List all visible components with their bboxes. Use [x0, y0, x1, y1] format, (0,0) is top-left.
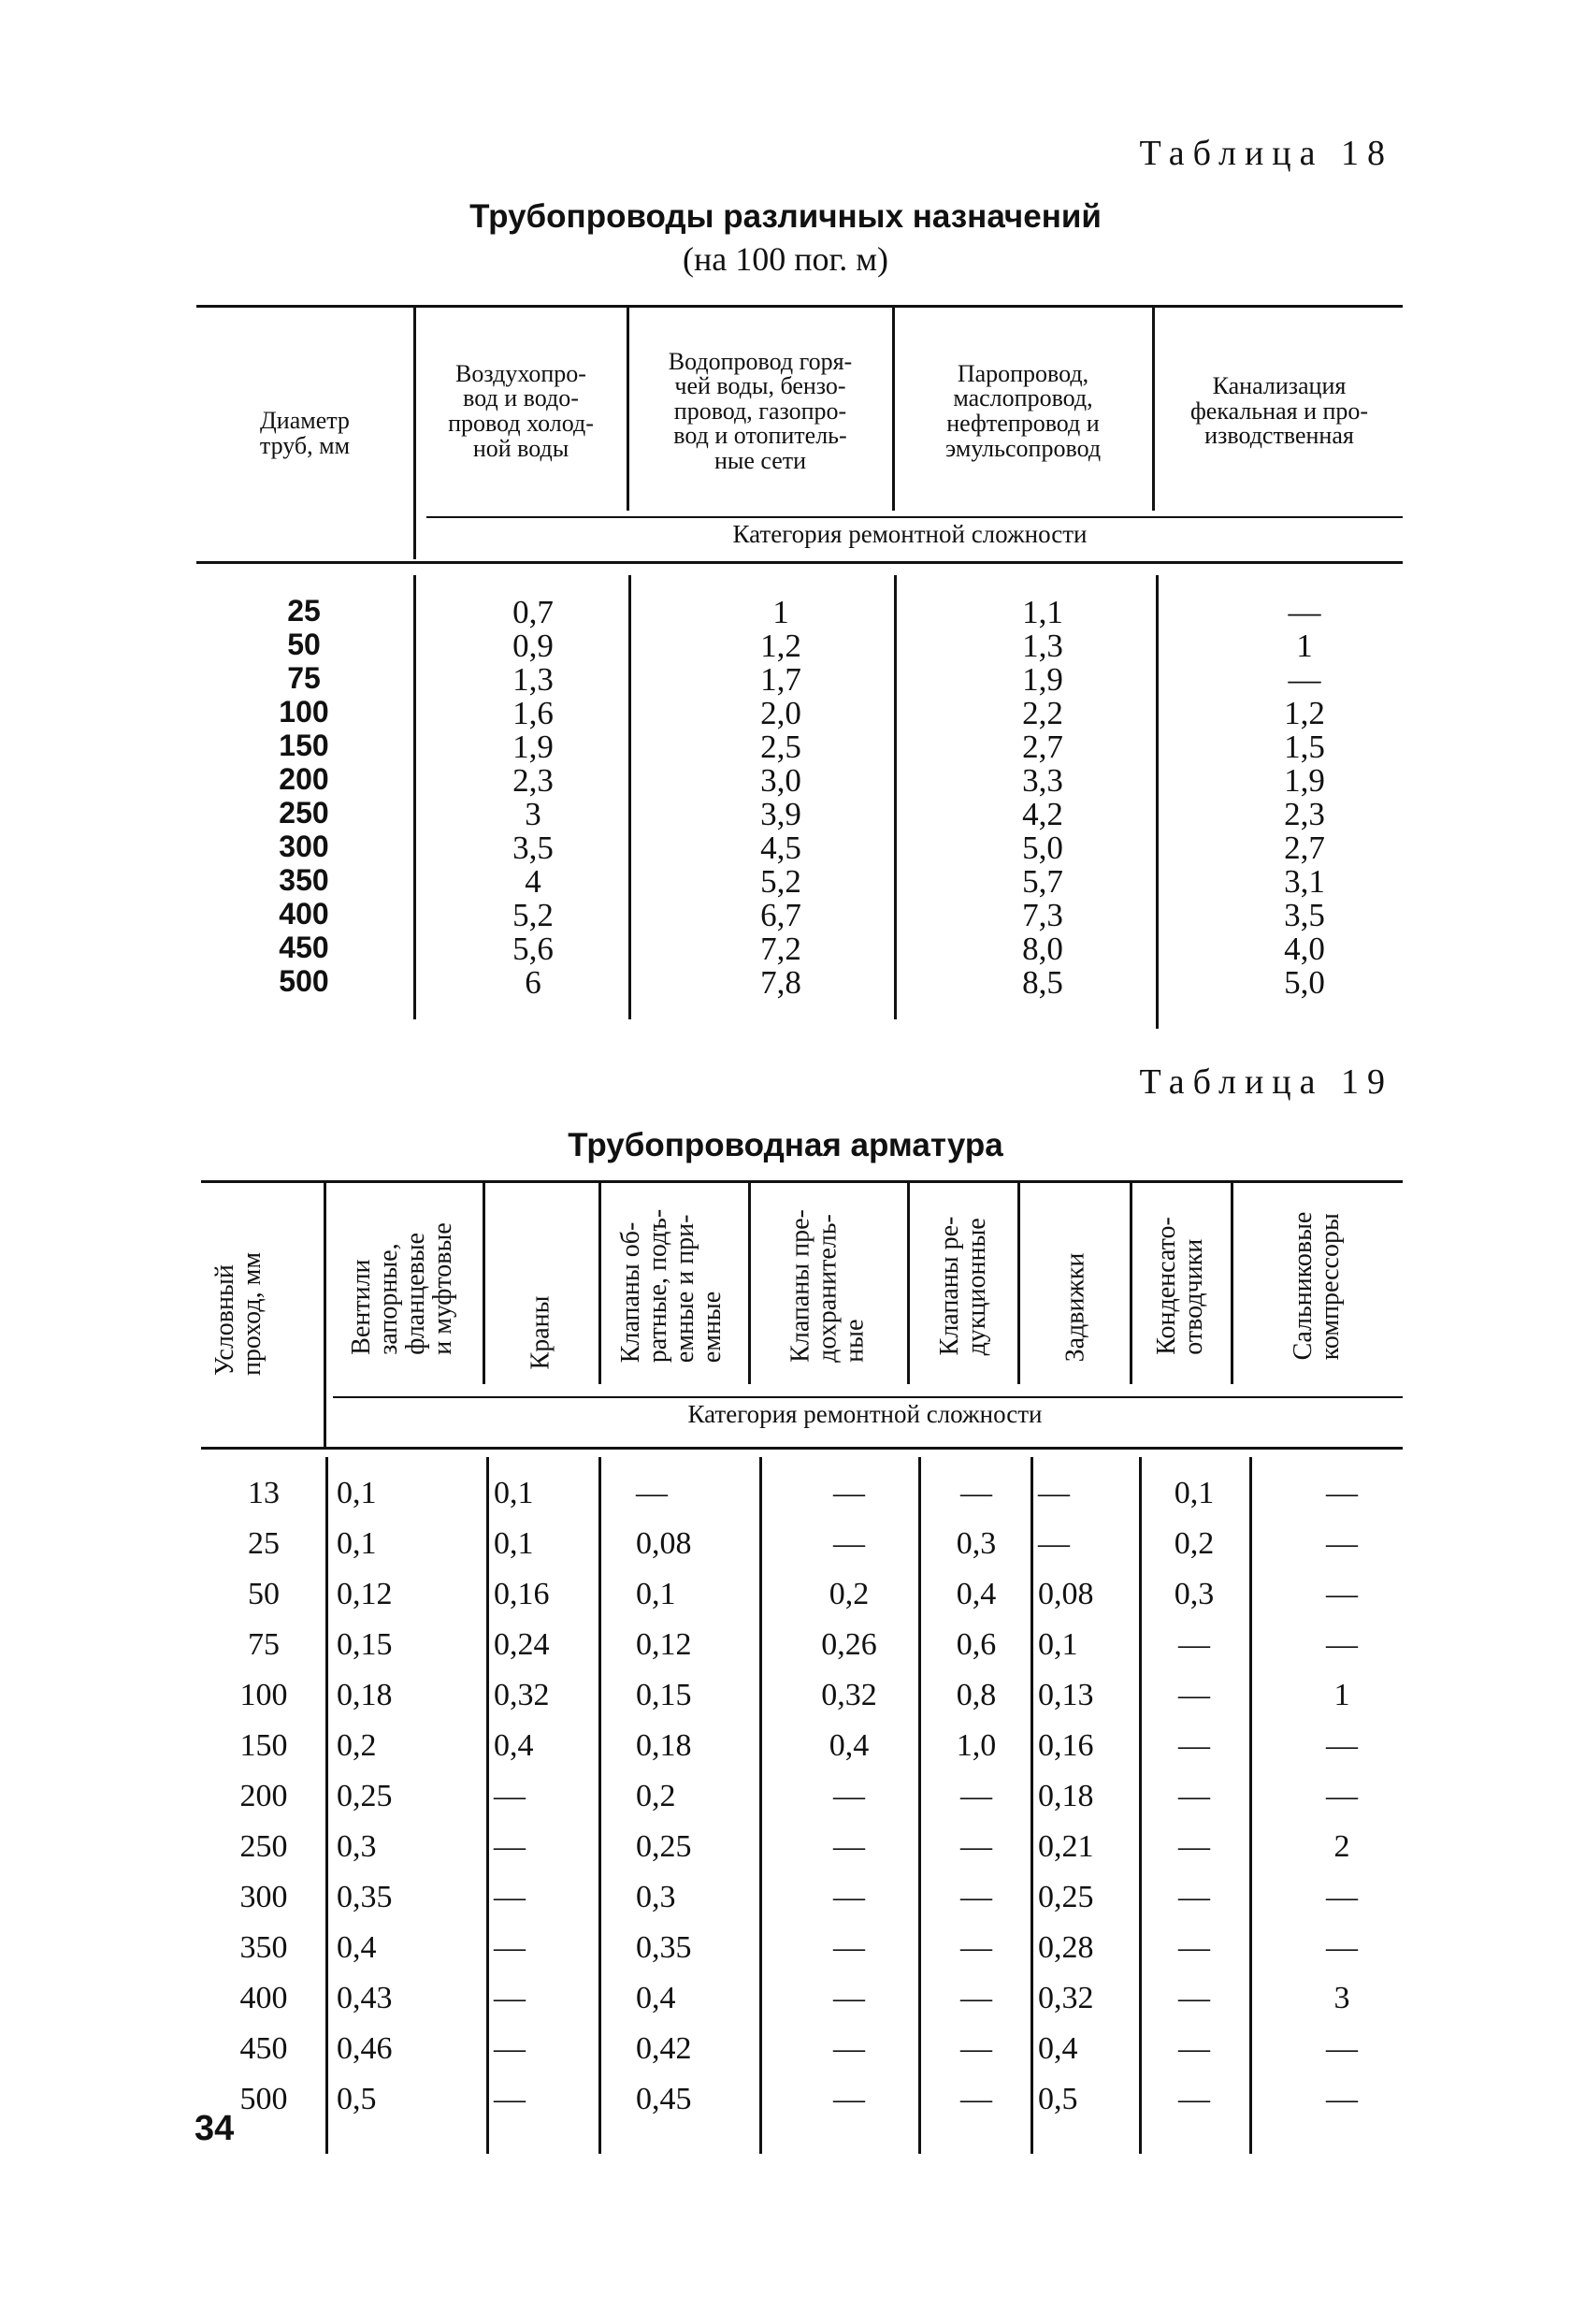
table-18-header-bottom-rule	[196, 561, 1403, 564]
table-18-divider	[892, 307, 895, 511]
table-19-category-rule	[333, 1396, 1403, 1398]
table-19-divider	[1231, 1182, 1233, 1384]
table-18-subtitle: (на 100 пог. м)	[683, 240, 888, 278]
table-19-traps-column: 0,1 0,2 0,3 — — — — — — — — — —	[1174, 1476, 1215, 2116]
table-18-cold-water-column: 0,7 0,9 1,3 1,6 1,9 2,3 3 3,5 4 5,2 5,6 6	[512, 594, 554, 1001]
table-19-check-valves-column: — 0,08 0,1 0,12 0,15 0,18 0,2 0,25 0,3 0,35 0,4 0,42 0,45	[636, 1476, 692, 2116]
table-19-header-bottom-rule	[201, 1447, 1403, 1450]
table-19-reducing-valves-column: — 0,3 0,4 0,6 0,8 1,0 — — — — — — —	[956, 1476, 997, 2116]
table-19-valves-column: 0,1 0,1 0,12 0,15 0,18 0,2 0,25 0,3 0,35 0,4 0,43 0,46 0,5	[337, 1476, 393, 2116]
table-18-label: Таблица 18	[1139, 134, 1393, 173]
table-19-divider	[1031, 1457, 1033, 2154]
table-19-passage-column: 13 25 50 75 100 150 200 250 300 350 400 450 500	[239, 1476, 288, 2116]
table-19-divider	[918, 1457, 921, 2154]
table-19-divider	[1017, 1182, 1020, 1384]
table-19-label: Таблица 19	[1139, 1062, 1393, 1102]
table-19-divider	[1249, 1457, 1252, 2154]
table-19-divider	[759, 1457, 762, 2154]
table-18-category-rule	[426, 516, 1403, 518]
table-19-divider	[598, 1457, 601, 2154]
table-19-divider	[907, 1182, 910, 1384]
table-19-divider	[325, 1457, 328, 2154]
table-18-header-sewer: Канализация фекальная и про- изводственная	[1189, 372, 1369, 450]
table-18-divider	[413, 575, 416, 1019]
table-18-category-label: Категория ремонтной сложности	[732, 520, 1088, 548]
table-19-compensators-column: — — — — 1 — — 2 — — 3 — —	[1326, 1476, 1358, 2116]
table-18-header-cold-water: Воздухопро- вод и водо- провод холод- ной воды	[448, 359, 594, 462]
table-19-divider	[486, 1457, 489, 2154]
page-number: 34	[195, 2109, 235, 2148]
table-18-diameter-column: 25 50 75 100 150 200 250 300 350 400 450 500	[279, 594, 329, 998]
table-19-gates-column: — — 0,08 0,1 0,13 0,16 0,18 0,21 0,25 0,28 0,32 0,4 0,5	[1038, 1476, 1094, 2116]
table-18-hot-water-column: 1 1,2 1,7 2,0 2,5 3,0 3,9 4,5 5,2 6,7 7,2 7,8	[760, 594, 801, 1001]
table-19-divider	[483, 1182, 485, 1384]
table-19-category-label: Категория ремонтной сложности	[687, 1400, 1043, 1428]
table-19-top-rule	[201, 1180, 1403, 1183]
table-19-title: Трубопроводная арматура	[568, 1127, 1003, 1163]
table-18-sewer-column: — 1 — 1,2 1,5 1,9 2,3 2,7 3,1 3,5 4,0 5,0	[1284, 594, 1325, 1001]
table-18-header-hot-water: Водопровод горя- чей воды, бензо- провод, газопро- вод и отопитель- ные сети	[668, 347, 853, 474]
table-18-top-rule	[196, 305, 1403, 308]
table-18-title: Трубопроводы различных назначений	[469, 198, 1102, 235]
table-18-header-steam: Паропровод, маслопровод, нефтепровод и эмульсопровод	[944, 359, 1102, 462]
table-19-divider	[1130, 1182, 1132, 1384]
table-18-divider	[627, 307, 629, 511]
table-19-divider	[324, 1182, 326, 1448]
table-18-steam-column: 1,1 1,3 1,9 2,2 2,7 3,3 4,2 5,0 5,7 7,3 8,0 8,5	[1022, 594, 1063, 1001]
table-19-divider	[1139, 1457, 1142, 2154]
table-19-safety-valves-column: — — 0,2 0,26 0,32 0,4 — — — — — — —	[821, 1476, 877, 2116]
table-18-divider	[1152, 307, 1155, 511]
table-19-taps-column: 0,1 0,1 0,16 0,24 0,32 0,4 — — — — — — —	[494, 1476, 550, 2116]
table-19-divider	[598, 1182, 601, 1384]
table-19-divider	[748, 1182, 751, 1384]
table-18-header-diameter: Диаметр труб, мм	[259, 407, 351, 459]
table-18-divider	[413, 307, 416, 559]
table-18-divider	[628, 575, 631, 1019]
